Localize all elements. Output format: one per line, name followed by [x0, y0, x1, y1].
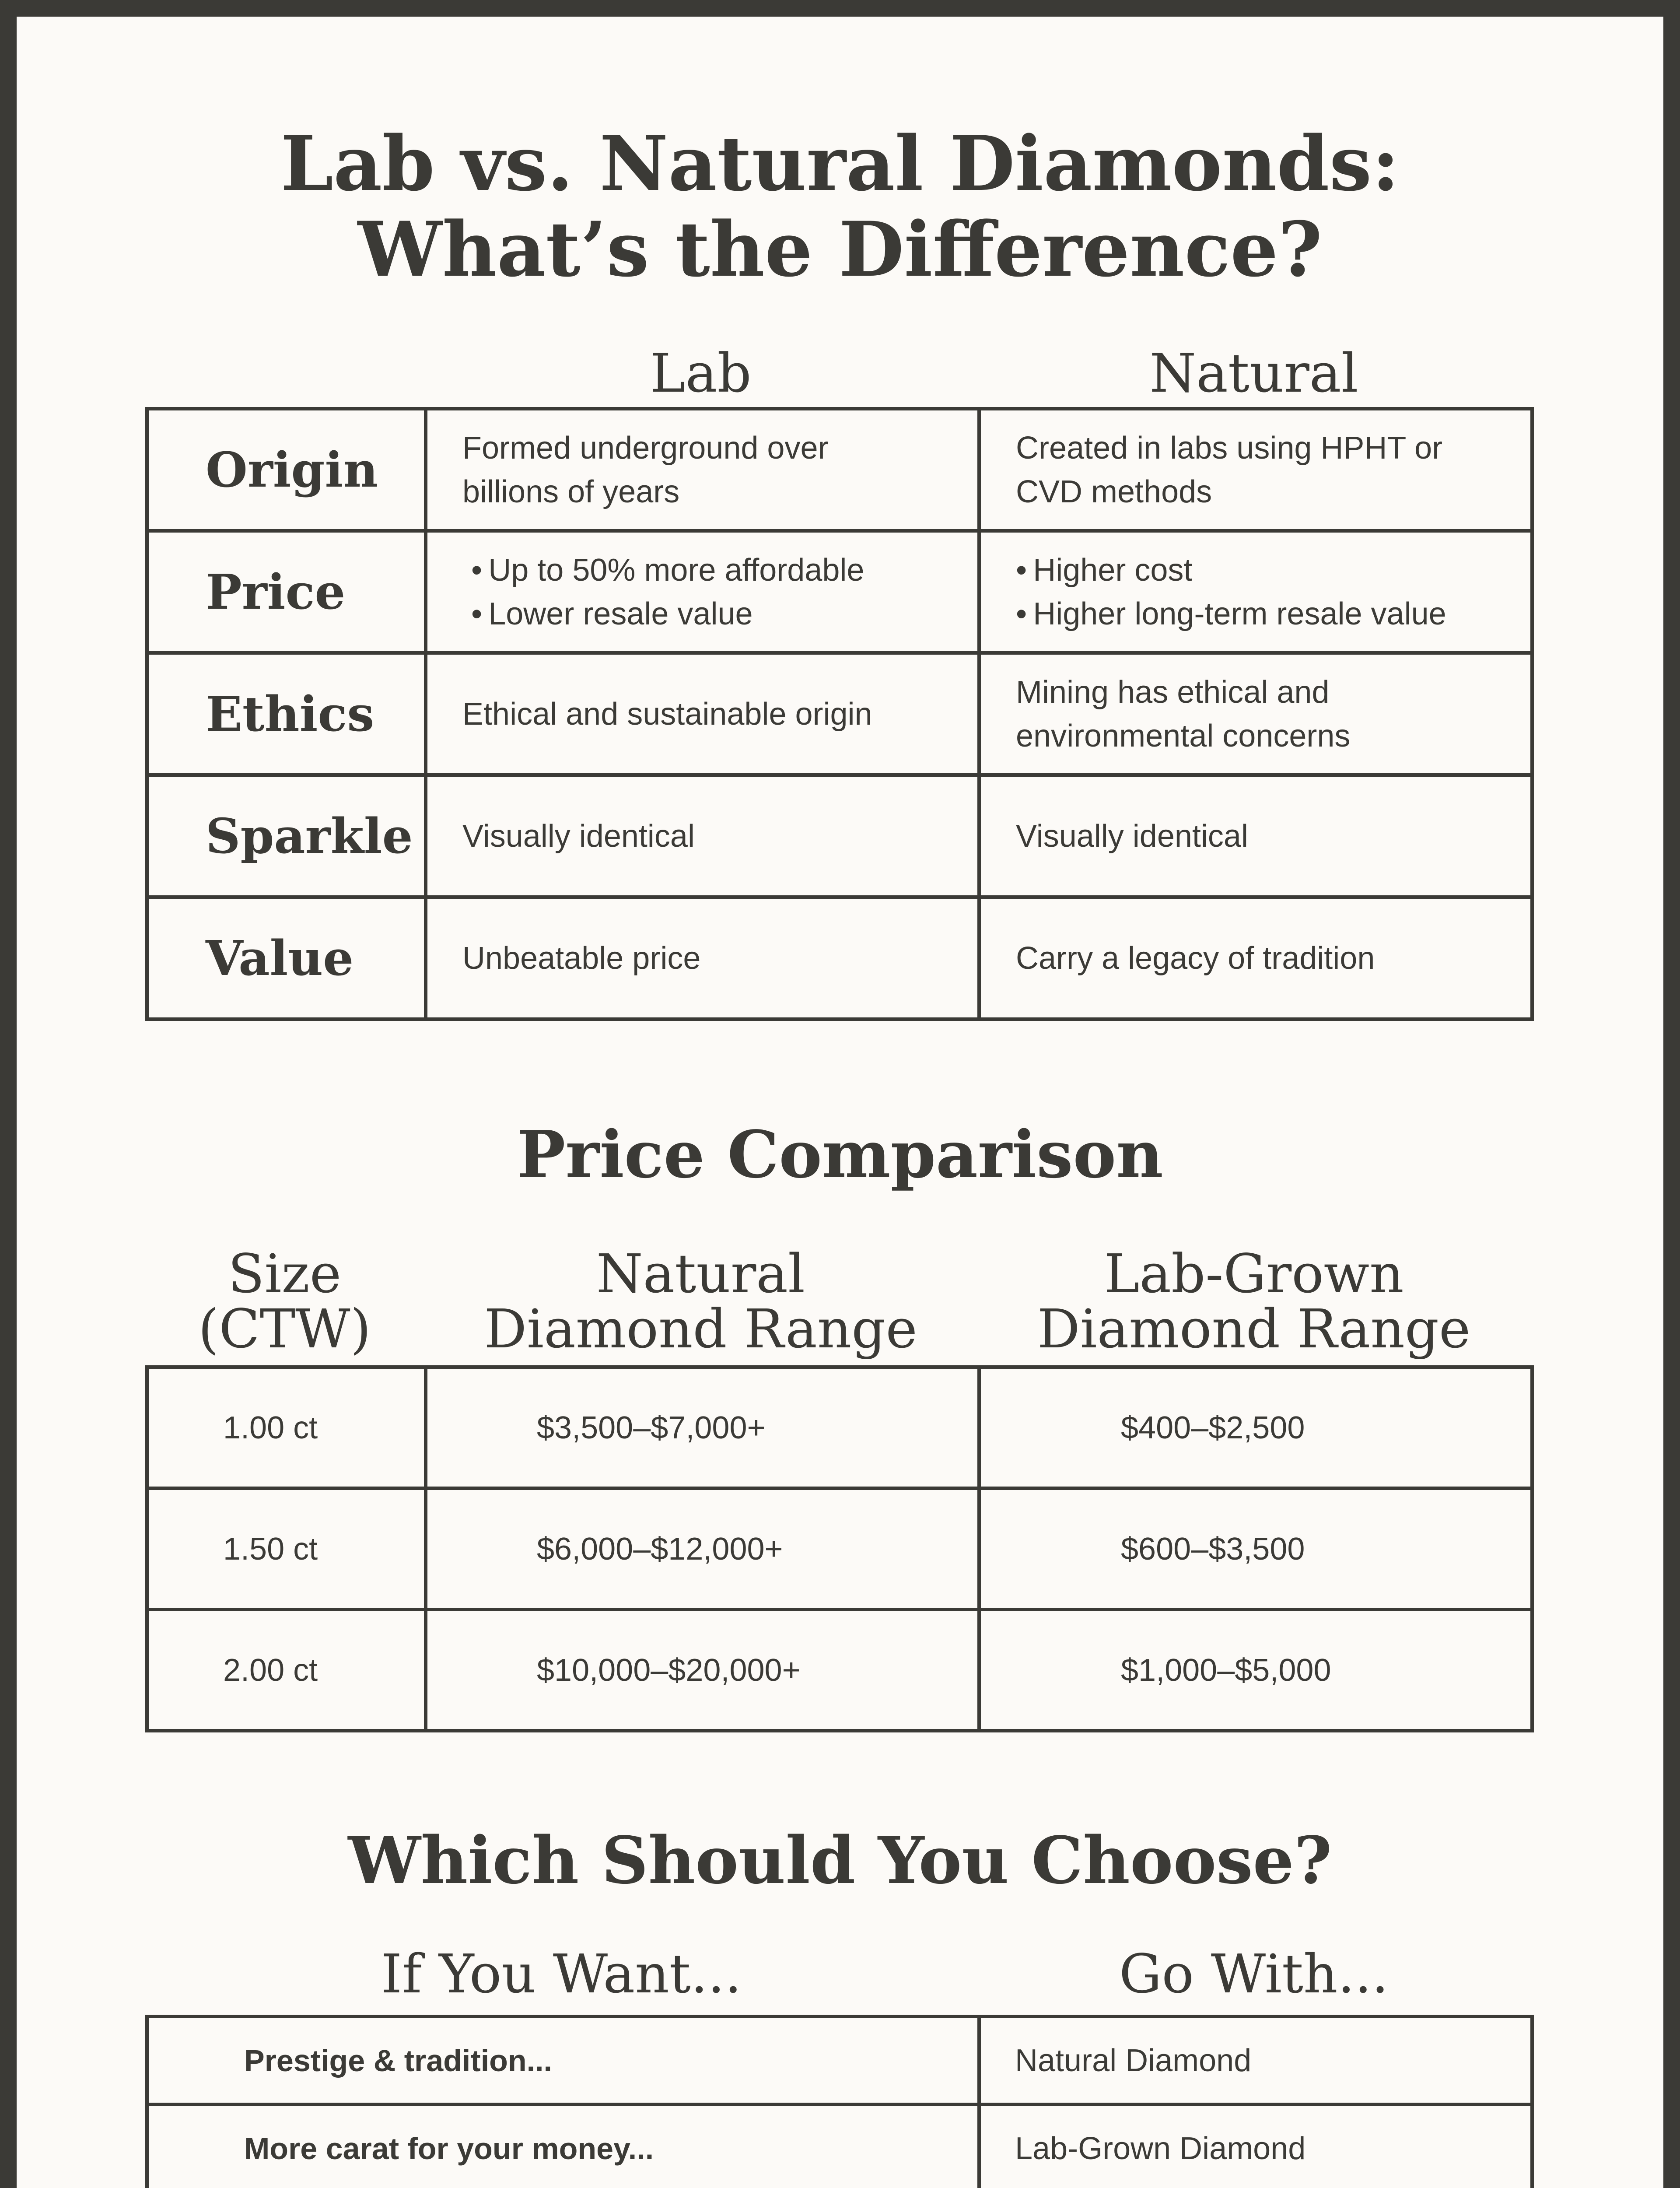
cell-line: Unbeatable price — [462, 940, 701, 976]
natural-range-cell: $10,000–$20,000+ — [426, 1609, 979, 1731]
natural-cell-ethics — [979, 653, 1532, 775]
table-row — [147, 1367, 1532, 1488]
price-comparison-title: Price Comparison — [517, 1116, 1163, 1192]
header-line: Natural — [596, 1243, 805, 1305]
natural-cell-value — [979, 897, 1532, 1019]
size-cell: 1.00 ct — [147, 1367, 426, 1488]
cell-line: billions of years — [462, 474, 680, 509]
title-line-1: Lab vs. Natural Diamonds: — [280, 119, 1400, 208]
row-label-value: Value — [147, 897, 426, 1019]
lab-range-cell: $400–$2,500 — [979, 1367, 1532, 1488]
header-line: Size — [228, 1243, 342, 1305]
cell-line: Created in labs using HPHT or — [1016, 430, 1443, 466]
cell-line: Ethical and sustainable origin — [462, 696, 872, 732]
size-cell: 2.00 ct — [147, 1609, 426, 1731]
lab-range-cell: $600–$3,500 — [979, 1488, 1532, 1609]
natural-cell-sparkle — [979, 775, 1532, 897]
natural-cell-origin — [979, 409, 1532, 531]
header-if-you-want: If You Want... — [381, 1943, 742, 2005]
header-line: Diamond Range — [1037, 1298, 1471, 1360]
natural-range-cell: $3,500–$7,000+ — [426, 1367, 979, 1488]
table-row — [147, 775, 1532, 897]
infographic-page — [17, 17, 1663, 2188]
header-natural: Natural — [1149, 342, 1358, 404]
header-line: Diamond Range — [484, 1298, 917, 1360]
row-label-price: Price — [147, 531, 426, 653]
header-lab: Lab — [650, 342, 752, 404]
lab-cell-price — [426, 531, 979, 653]
go-cell: Natural Diamond — [979, 2016, 1532, 2104]
table-row — [147, 653, 1532, 775]
cell-line: Mining has ethical and — [1016, 674, 1330, 710]
lab-range-cell: $1,000–$5,000 — [979, 1609, 1532, 1731]
go-cell: Lab-Grown Diamond — [979, 2104, 1532, 2188]
lab-cell-origin — [426, 409, 979, 531]
bullet-item: • Lower resale value — [471, 592, 960, 636]
header-go-with: Go With... — [1119, 1943, 1389, 2005]
bullet-item: • Higher cost — [1016, 548, 1513, 592]
want-cell: Prestige & tradition... — [147, 2016, 979, 2104]
table-row — [147, 2104, 1532, 2188]
size-cell: 1.50 ct — [147, 1488, 426, 1609]
bullet-item: • Up to 50% more affordable — [471, 548, 960, 592]
table-row — [147, 1488, 1532, 1609]
want-cell: More carat for your money... — [147, 2104, 979, 2188]
header-size — [145, 1243, 424, 1360]
comparison-table — [145, 407, 1534, 1021]
row-label-origin: Origin — [147, 409, 426, 531]
natural-range-cell: $6,000–$12,000+ — [426, 1488, 979, 1609]
header-lab-range — [977, 1243, 1530, 1360]
cell-line: Formed underground over — [462, 430, 829, 466]
header-line: (CTW) — [198, 1298, 371, 1360]
header-line: Lab-Grown — [1104, 1243, 1404, 1305]
cell-line: Visually identical — [1016, 818, 1248, 854]
choose-title: Which Should You Choose? — [348, 1822, 1332, 1898]
table-row — [147, 409, 1532, 531]
cell-line: environmental concerns — [1016, 718, 1351, 754]
cell-line: Visually identical — [462, 818, 695, 854]
lab-cell-sparkle — [426, 775, 979, 897]
lab-cell-value — [426, 897, 979, 1019]
cell-line: CVD methods — [1016, 474, 1212, 509]
cell-line: Carry a legacy of tradition — [1016, 940, 1375, 976]
row-label-sparkle: Sparkle — [147, 775, 426, 897]
choose-table — [145, 2015, 1534, 2188]
natural-cell-price — [979, 531, 1532, 653]
table-row — [147, 897, 1532, 1019]
table-row — [147, 2016, 1532, 2104]
page-title — [17, 121, 1663, 292]
price-table — [145, 1365, 1534, 1732]
table-row — [147, 1609, 1532, 1731]
table-row — [147, 531, 1532, 653]
lab-cell-ethics — [426, 653, 979, 775]
bullet-item: • Higher long-term resale value — [1016, 592, 1513, 636]
header-natural-range — [424, 1243, 977, 1360]
row-label-ethics: Ethics — [147, 653, 426, 775]
title-line-2: What’s the Difference? — [357, 205, 1323, 294]
